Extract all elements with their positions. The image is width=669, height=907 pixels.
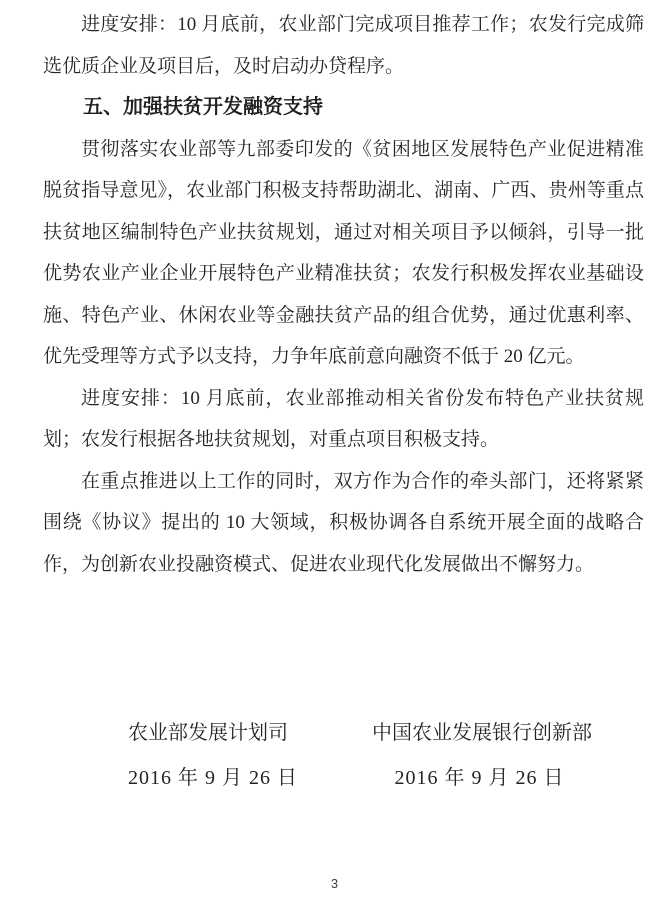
signature-block	[0, 713, 669, 813]
signature-date-left: 2016 年 9 月 26 日	[128, 767, 298, 789]
signature-right	[372, 713, 592, 798]
signature-date-right: 2016 年 9 月 26 日	[394, 767, 565, 789]
paragraph-progress-plan-2: 进度安排：10 月底前，农业部推动相关省份发布特色产业扶贫规划；农发行根据各地扶贫规划，对重点项目积极支持。	[43, 387, 644, 450]
section-heading-5: 五、加强扶贫开发融资支持	[83, 96, 323, 118]
paragraph-poverty-alleviation: 贯彻落实农业部等九部委印发的《贫困地区发展特色产业促进精准脱贫指导意见》，农业部门积极支持帮助湖北、湖南、广西、贵州等重点扶贫地区编制特色产业扶贫规划，通过对相关项目予以倾斜，引导一批优势农业产业企业开展特色产业精准扶贫；农发行积极发挥农业基础设施、特色产业、休闲农业等金融扶贫产品的组合优势，通过优惠利率、优先受理等方式予以支持，力争年底前意向融资不低于 20 亿元。	[43, 138, 644, 367]
signature-left	[128, 713, 318, 798]
paragraph-progress-plan-1: 进度安排：10 月底前，农业部门完成项目推荐工作；农发行完成筛选优质企业及项目后，及时启动办贷程序。	[43, 14, 644, 77]
paragraph-closing: 在重点推进以上工作的同时，双方作为合作的牵头部门，还将紧紧围绕《协议》提出的 10 大领域，积极协调各自系统开展全面的战略合作，为创新农业投融资模式、促进农业现代化发展做出不懈努力。	[43, 470, 644, 575]
signature-org-right: 中国农业发展银行创新部	[372, 722, 592, 744]
page-number: 3	[330, 876, 339, 891]
signature-org-left: 农业部发展计划司	[128, 722, 288, 744]
